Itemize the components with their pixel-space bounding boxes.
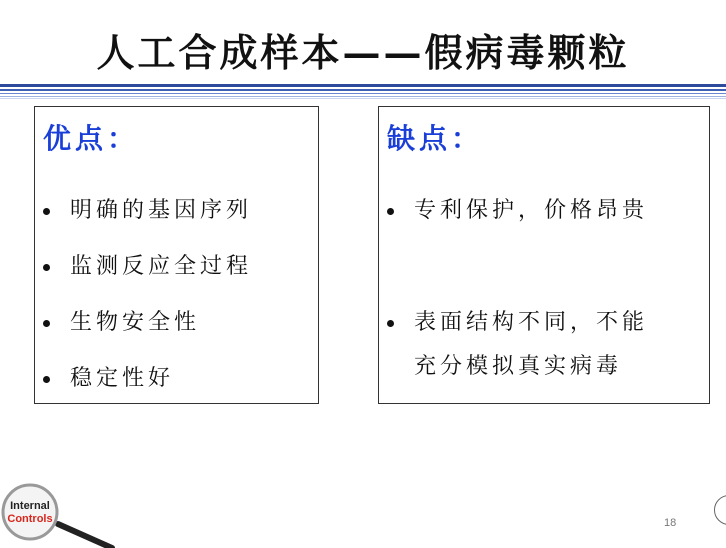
bullet-icon xyxy=(43,264,50,271)
logo-text-line1: Internal xyxy=(10,500,50,512)
disadvantage-text: 表面结构不同，不能 xyxy=(414,310,649,335)
title-divider xyxy=(0,96,726,97)
edge-decoration xyxy=(714,495,726,525)
bullet-icon xyxy=(43,376,50,383)
advantage-text: 监测反应全过程 xyxy=(70,254,253,279)
disadvantage-item xyxy=(387,189,648,233)
bullet-icon xyxy=(43,320,50,327)
advantage-item xyxy=(43,189,252,233)
advantage-text: 明确的基因序列 xyxy=(70,198,253,223)
disadvantages-panel xyxy=(378,106,710,404)
magnifier-handle xyxy=(58,524,112,548)
slide-title: 人工合成样本——假病毒颗粒 xyxy=(96,30,630,75)
internal-controls-logo xyxy=(0,478,130,548)
advantage-item xyxy=(43,357,174,401)
bullet-icon xyxy=(387,208,394,215)
disadvantage-item xyxy=(387,301,648,345)
title-divider xyxy=(0,93,726,94)
disadvantage-item-continued xyxy=(414,345,622,389)
bullet-icon xyxy=(43,208,50,215)
logo-text-line2: Controls xyxy=(7,513,53,525)
advantage-text: 生物安全性 xyxy=(70,310,201,335)
advantage-item xyxy=(43,301,200,345)
bullet-icon xyxy=(387,320,394,327)
title-divider xyxy=(0,84,726,87)
advantages-heading: 优点： xyxy=(43,122,140,155)
title-divider xyxy=(0,98,726,99)
title-divider xyxy=(0,89,726,91)
disadvantages-heading: 缺点： xyxy=(387,122,484,155)
advantage-text: 稳定性好 xyxy=(70,366,175,391)
disadvantage-text: 专利保护，价格昂贵 xyxy=(414,198,649,223)
advantage-item xyxy=(43,245,252,289)
magnifier-lens xyxy=(3,485,57,539)
page-number: 18 xyxy=(664,517,677,529)
disadvantage-text: 充分模拟真实病毒 xyxy=(414,354,623,379)
advantages-panel xyxy=(34,106,319,404)
